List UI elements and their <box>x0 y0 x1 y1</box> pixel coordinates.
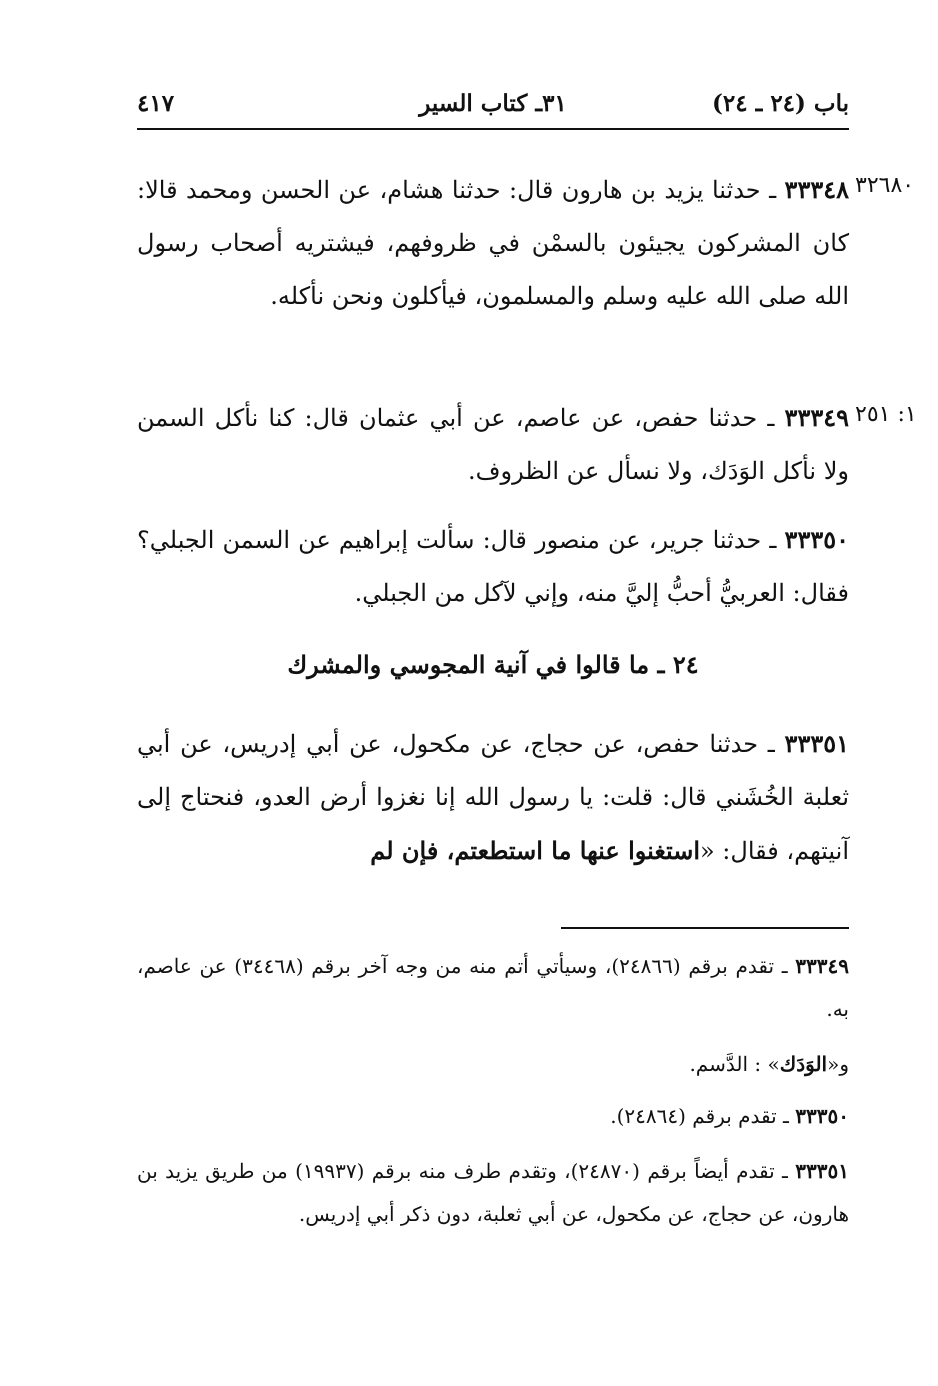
hadith-text: ـ حدثنا حفص، عن عاصم، عن أبي عثمان قال: كنا نأكل السمن ولا نأكل الوَدَك، ولا نسأل عن الظروف. <box>137 404 849 485</box>
hadith-number: ٣٣٣٥١ <box>784 729 849 758</box>
footnote-number: ٣٣٣٤٩ <box>795 954 850 978</box>
book-title: ٣١ـ كتاب السير <box>419 90 567 117</box>
margin-reference: ١: ٢٥١ <box>855 402 917 427</box>
header-divider <box>137 128 849 130</box>
footnote <box>137 1095 849 1138</box>
hadith-paragraph <box>137 163 849 323</box>
footnote-text: » : الدَّسم. <box>689 1052 780 1076</box>
hadith-quote-bold: استغنوا عنها ما استطعتم، فإن لم <box>370 836 700 865</box>
margin-reference: ٣٢٦٨٠ <box>855 173 915 198</box>
hadith-paragraph <box>137 513 849 620</box>
footnote-text: ـ تقدم برقم (٢٤٨٦٦)، وسيأتي أتم منه من وجه آخر برقم (٣٤٤٦٨) عن عاصم، به. <box>137 954 849 1021</box>
page-number: ٤١٧ <box>137 90 175 117</box>
page-header <box>137 84 849 124</box>
footnote-prefix: و« <box>827 1052 849 1076</box>
hadith-number: ٣٣٣٥٠ <box>784 525 849 554</box>
hadith-text: ـ حدثنا حفص، عن حجاج، عن مكحول، عن أبي إدريس، عن أبي ثعلبة الخُشَني قال: قلت: يا رسول الله إنا نغزوا أرض العدو، فنحتاج إلى آنيتهم، فقال: « <box>137 730 849 865</box>
footnote <box>137 1043 849 1086</box>
hadith-number: ٣٣٣٤٩ <box>784 403 849 432</box>
hadith-paragraph <box>137 717 849 878</box>
footnote-divider <box>561 927 849 929</box>
chapter-reference: باب (٢٤ ـ ٢٤) <box>711 90 849 117</box>
section-heading: ٢٤ ـ ما قالوا في آنية المجوسي والمشرك <box>287 650 699 679</box>
hadith-number: ٣٣٣٤٨ <box>784 175 849 204</box>
footnote-text: ـ تقدم أيضاً برقم (٢٤٨٧٠)، وتقدم طرف منه برقم (١٩٩٣٧) من طريق يزيد بن هارون، عن حجاج، عن مكحول، عن أبي ثعلبة، دون ذكر أبي إدريس. <box>137 1159 849 1226</box>
footnote-term: الوَدَك <box>779 1052 828 1076</box>
footnote <box>137 945 849 1031</box>
footnote-number: ٣٣٣٥١ <box>795 1159 850 1183</box>
hadith-paragraph <box>137 391 849 498</box>
hadith-text: ـ حدثنا يزيد بن هارون قال: حدثنا هشام، عن الحسن ومحمد قالا: كان المشركون يجيئون بالسمْن في ظروفهم، فيشتريه أصحاب رسول الله صلى الله عليه وسلم والمسلمون، فيأكلون ونحن نأكله. <box>137 176 849 310</box>
footnote <box>137 1150 849 1236</box>
footnote-number: ٣٣٣٥٠ <box>795 1104 849 1128</box>
hadith-text: ـ حدثنا جرير، عن منصور قال: سألت إبراهيم عن السمن الجبلي؟ فقال: العربيُّ أحبُّ إليَّ منه، وإني لآكل من الجبلي. <box>137 526 849 607</box>
footnote-text: ـ تقدم برقم (٢٤٨٦٤). <box>610 1104 796 1128</box>
